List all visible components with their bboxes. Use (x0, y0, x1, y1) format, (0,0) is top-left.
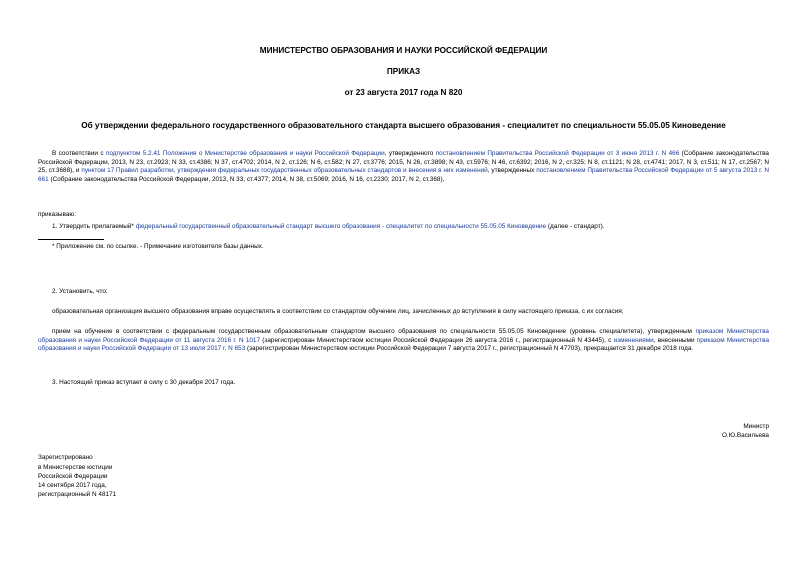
item-2-heading: 2. Установить, что: (52, 288, 108, 295)
document-title: Об утверждении федерального государственного образовательного стандарта высшего образования - специалитет по специальности 55.05.05 Киноведение (81, 121, 726, 130)
item-2-p2-text-2: (зарегистрирован Министерством юстиции Российской Федерации 26 августа 2016 г., регистрационный N 43445), с (260, 336, 614, 344)
item-2-paragraph-2 (38, 328, 769, 354)
signature-name: О.Ю.Васильева (721, 432, 769, 439)
preamble-paragraph (38, 150, 769, 184)
item-2-p2-text-1: прием на обучение в соответствии с федеральным государственным образовательным стандартом высшего образования по специальности 55.05.05 Киноведение (уровень специалитета), утвержденным (52, 328, 696, 335)
preamble-text-5: (Собрание законодательства Российской Федерации, 2013, N 33, ст.4377; 2014, N 38, ст.5069; 2016, N 16, ст.2230; 2017, N 2, ст.368), (48, 175, 445, 183)
link-order-653[interactable]: приказом Министерства образования и науки Российской Федерации от 13 июля 2017 г. N 653 (38, 336, 770, 353)
item-1-text-1: 1. Утвердить прилагаемый* (52, 223, 136, 230)
registration-line-2: в Министерстве юстиции (38, 464, 113, 471)
link-standard[interactable]: федеральный государственный образовательный стандарт высшего образования - специалитет по специальности 55.05.05 Киноведение (135, 223, 547, 230)
preamble-text-4: , утвержденных (487, 167, 537, 175)
item-2-p2-text-4: (зарегистрирован Министерством юстиции Российской Федерации 7 августа 2017 г., регистрационный N 47703), прекращается 31 декабря 2018 года. (245, 345, 694, 353)
link-rules-point-17[interactable]: пунктом 17 Правил разработки, утверждения федеральных государственных образовательных стандартов и внесения в них изменений (81, 167, 488, 175)
item-2-p2-text-3: , внесенными (653, 336, 697, 344)
registration-line-3: Российской Федерации (38, 473, 108, 480)
signature-position: Министр (743, 423, 769, 430)
item-3-paragraph: 3. Настоящий приказ вступает в силу с 30 декабря 2017 года. (52, 379, 236, 386)
date-number-heading: от 23 августа 2017 года N 820 (344, 88, 463, 97)
registration-line-4: 14 сентября 2017 года, (38, 482, 107, 489)
link-regulation-subpoint[interactable]: подпунктом 5.2.41 Положения о Министерстве образования и науки Российской Федерации (105, 150, 385, 157)
registration-line-5: регистрационный N 48171 (38, 491, 117, 498)
link-amendments[interactable]: изменениями (613, 336, 654, 344)
order-word: приказываю: (38, 211, 76, 218)
ministry-heading: МИНИСТЕРСТВО ОБРАЗОВАНИЯ И НАУКИ РОССИЙСКОЙ ФЕДЕРАЦИИ (259, 46, 548, 55)
item-1-text-2: (далее - стандарт). (546, 223, 605, 230)
doc-type-heading: ПРИКАЗ (386, 67, 421, 76)
footnote-separator (38, 239, 104, 240)
preamble-text-3: (Собрание законодательства Российской Федерации, 2013, N 23, ст.2923; N 33, ст.4386; N 37, ст.4702; 2014, N 2, ст.126; N 6, ст.582; N 27, ст.3776; 2015, N 26, ст.3898; N 43, ст.5976; N 46, ст.6392; 2016, N 2, ст.325; N 8, ст.1121; N 28, ст.4741; 2017, N 3, ст.511; N 17, ст.2567; N 25, ст.3688), и (38, 150, 769, 175)
link-decree-466[interactable]: постановлением Правительства Российской Федерации от 3 июня 2013 г. N 466 (435, 150, 680, 157)
link-order-1017[interactable]: приказом Министерства образования и науки Российской Федерации от 11 августа 2016 г. N 1017 (38, 328, 769, 344)
link-decree-661[interactable]: постановлением Правительства Российской Федерации от 5 августа 2013 г. N 661 (38, 167, 769, 183)
preamble-text-1: В соответствии с (52, 150, 106, 157)
registration-line-1: Зарегистрировано (38, 454, 93, 461)
item-2-paragraph-1: образовательная организация высшего образования вправе осуществлять в соответствии со стандартом обучение лиц, зачисленных до вступления в силу настоящего приказа, с их согласия; (52, 308, 624, 315)
preamble-text-2: , утвержденного (384, 150, 436, 157)
footnote-text: * Приложение см. по ссылке. - Примечание изготовителя базы данных. (52, 243, 264, 250)
item-1-paragraph (38, 223, 769, 232)
